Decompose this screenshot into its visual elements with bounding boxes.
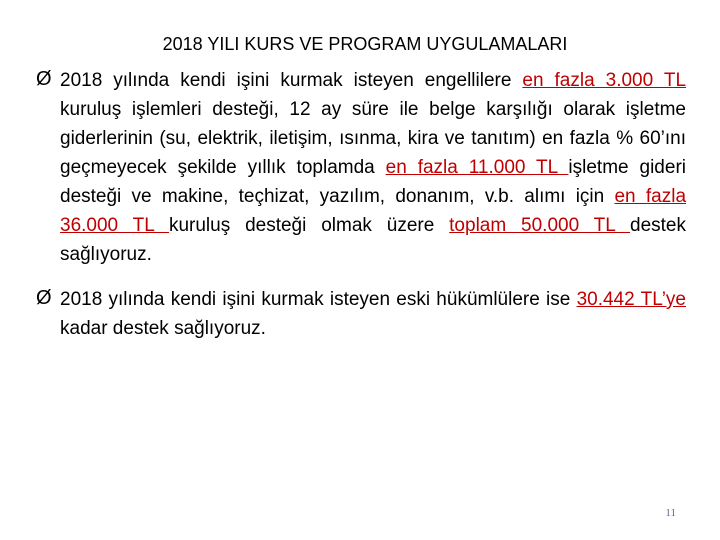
bullet-item-1 (36, 66, 686, 269)
bullet-item-2 (36, 285, 686, 343)
bullet-list (36, 66, 686, 343)
slide-title: 2018 YILI KURS VE PROGRAM UYGULAMALARI (162, 34, 568, 54)
text-segment: destek sağlıyoruz. (60, 215, 686, 265)
bullet-text (60, 66, 686, 269)
text-segment: 2018 yılında kendi işini kurmak isteyen engellilere (60, 70, 523, 91)
text-segment: kuruluş işlemleri desteği, 12 ay süre ile belge karşılığı olarak işletme giderlerinin (su, elektrik, iletişim, ısınma, kira ve tanıtım) en fazla % 60’ını geçmeyecek şekilde yıllık toplamda (60, 99, 686, 178)
text-segment: kadar destek sağlıyoruz. (60, 318, 266, 339)
highlight-amount: en fazla 36.000 TL (60, 186, 687, 236)
arrow-bullet-icon: Ø (36, 68, 52, 90)
arrow-bullet-icon: Ø (36, 287, 52, 309)
text-segment: kuruluş desteği olmak üzere (168, 215, 450, 236)
highlight-amount: en fazla 3.000 TL (522, 70, 687, 91)
page-number: 11 (665, 507, 676, 519)
highlight-amount: toplam 50.000 TL (449, 215, 631, 236)
text-segment: 2018 yılında kendi işini kurmak isteyen eski hükümlülere ise (60, 289, 577, 310)
highlight-amount: 30.442 TL’ye (576, 289, 686, 310)
text-segment: işletme gideri desteği ve makine, teçhizat, yazılım, donanım, v.b. alımı için (60, 157, 686, 207)
bullet-text (60, 285, 686, 343)
highlight-amount: en fazla 11.000 TL (385, 157, 569, 178)
